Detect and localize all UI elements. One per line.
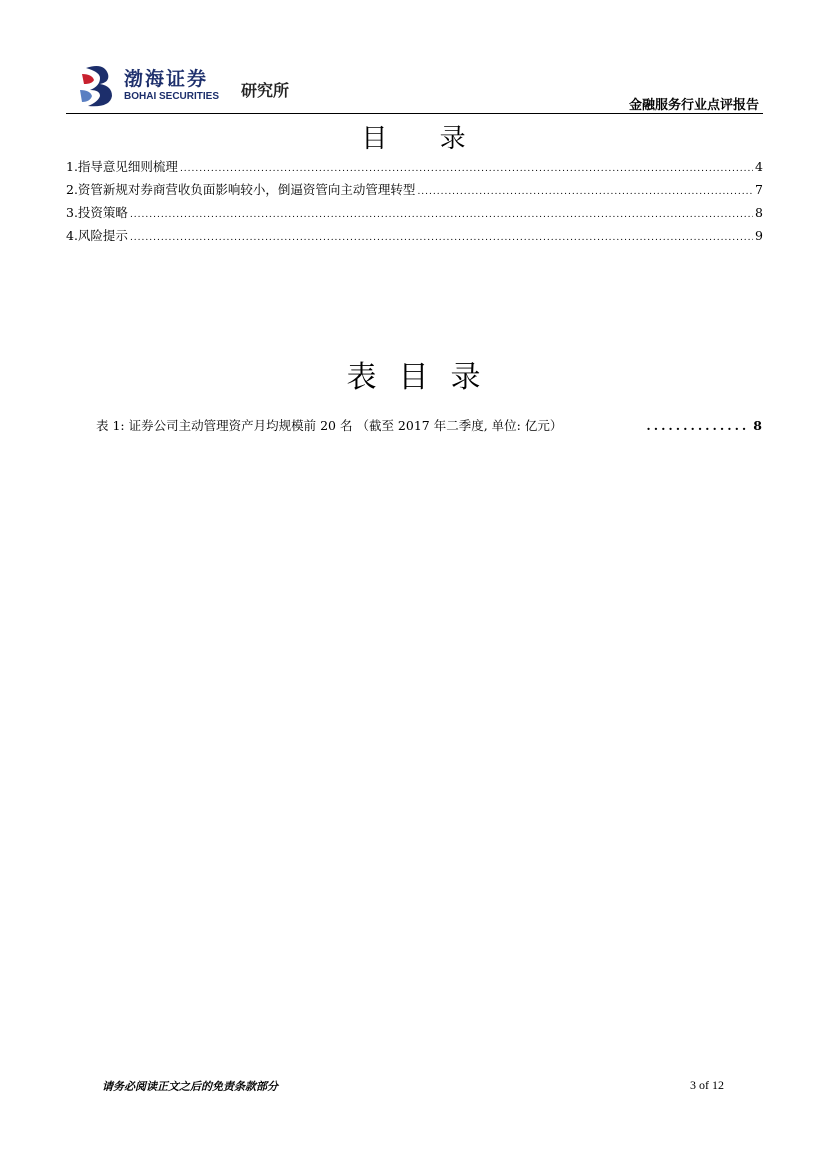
table-entry-leader <box>566 418 749 433</box>
toc-title: 目 录 <box>361 124 488 154</box>
toc-leader <box>180 164 753 174</box>
toc-entry-page: 7 <box>755 182 763 197</box>
table-list <box>96 416 762 434</box>
toc-entry-label: 4.风险提示 <box>66 228 128 243</box>
toc-entry[interactable] <box>66 180 763 203</box>
toc-entry[interactable] <box>66 203 763 226</box>
footer-disclaimer: 请务必阅读正文之后的免责条款部分 <box>102 1080 278 1093</box>
toc-entry-label: 2.资管新规对券商营收负面影响较小，倒逼资管向主动管理转型 <box>66 182 416 197</box>
table-list-entry[interactable] <box>96 416 762 434</box>
table-entry-page: 8 <box>753 418 762 433</box>
toc-entry[interactable] <box>66 226 763 249</box>
logo-english-name: BOHAI SECURITIES <box>124 91 220 102</box>
table-entry-label: 表 1: 证券公司主动管理资产月均规模前 20 名 （截至 2017 年二季度, 单位: 亿元） <box>96 418 563 433</box>
toc-list <box>66 157 763 249</box>
toc-entry-page: 8 <box>755 205 763 220</box>
toc-leader <box>130 233 753 243</box>
toc-entry-label: 3.投资策略 <box>66 205 128 220</box>
toc-entry-label: 1.指导意见细则梳理 <box>66 159 178 174</box>
bohai-logo-mark-icon <box>78 64 118 108</box>
toc-entry-page: 4 <box>755 159 763 174</box>
page-header <box>66 60 763 116</box>
bohai-logo <box>78 64 308 108</box>
report-type: 金融服务行业点评报告 <box>628 98 759 113</box>
table-list-title: 表目录 <box>346 360 503 395</box>
toc-entry-page: 9 <box>755 228 763 243</box>
header-divider <box>66 113 763 114</box>
toc-leader <box>130 210 753 220</box>
toc-entry[interactable] <box>66 157 763 180</box>
footer-page-number: 3 of 12 <box>690 1078 724 1092</box>
toc-leader <box>417 187 753 197</box>
logo-institute: 研究所 <box>241 81 290 100</box>
logo-chinese-name: 渤海证券 <box>124 68 209 90</box>
